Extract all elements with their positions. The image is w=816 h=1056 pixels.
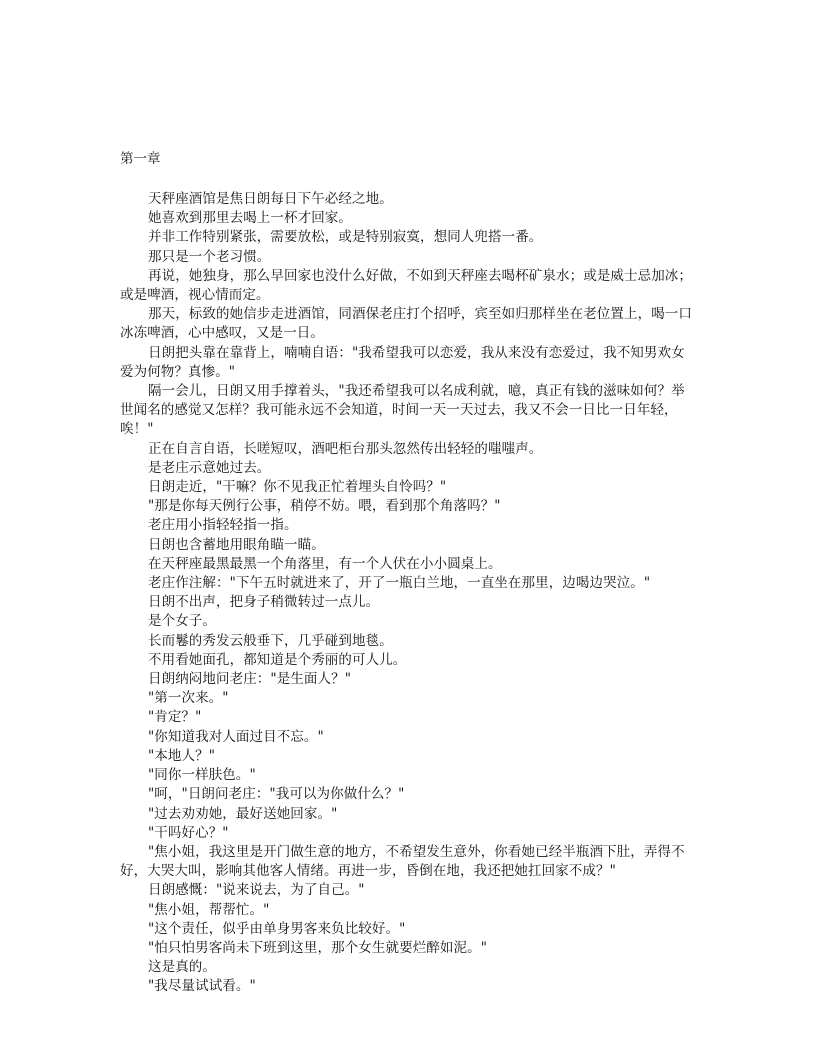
paragraph: 正在自言自语，长嗟短叹，酒吧柜台那头忽然传出轻轻的嗤嗤声。: [148, 440, 543, 457]
paragraph: "我尽量试试看。": [148, 978, 256, 995]
paragraph: "这个责任，似乎由单身男客来负比较好。": [148, 920, 406, 937]
paragraph: 长而鬈的秀发云般垂下，几乎碰到地毯。: [148, 632, 393, 649]
paragraph: "过去劝劝她，最好送她回家。": [148, 805, 338, 822]
paragraph: 在天秤座最黑最黑一个角落里，有一个人伏在小小圆桌上。: [148, 555, 502, 572]
paragraph: 她喜欢到那里去喝上一杯才回家。: [148, 210, 352, 227]
paragraph: 这是真的。: [148, 959, 216, 976]
paragraph: 再说，她独身，那么早回家也没什么好做，不如到天秤座去喝杯矿泉水；或是威士忌加冰；或是啤酒，视心情而定。: [120, 267, 692, 304]
paragraph: 那只是一个老习惯。: [148, 248, 271, 265]
paragraph: 日朗不出声，把身子稍微转过一点儿。: [148, 594, 380, 611]
paragraph: "焦小姐，我这里是开门做生意的地方，不希望发生意外，你看她已经半瓶酒下肚，弄得不好，大哭大叫，影响其他客人情绪。再进一步，昏倒在地，我还把她扛回家不成？": [120, 843, 685, 880]
body-text: [120, 190, 698, 997]
paragraph: 隔一会儿，日朗又用手撑着头，"我还希望我可以名成利就，噫，真正有钱的滋味如何？举世闻名的感觉又怎样？我可能永远不会知道，时间一天一天过去，我又不会一日比一日年轻，唉！": [120, 383, 685, 438]
paragraph: "同你一样肤色。": [148, 767, 256, 784]
paragraph: 日朗把头靠在靠背上，喃喃自语："我希望我可以恋爱，我从来没有恋爱过，我不知男欢女爱为何物？真惨。": [120, 344, 685, 380]
paragraph: 日朗也含蓄地用眼角瞄一瞄。: [148, 536, 325, 553]
paragraph: 日朗走近，"干嘛？你不见我正忙着埋头自怜吗？": [148, 479, 447, 496]
paragraph: "焦小姐，帮帮忙。": [148, 901, 270, 918]
paragraph: "肯定？": [148, 709, 202, 726]
paragraph: "那是你每天例行公事，稍停不妨。喂，看到那个角落吗？": [148, 498, 501, 515]
paragraph: "第一次来。": [148, 690, 229, 707]
chapter-title: 第一章: [120, 151, 161, 167]
paragraph: 天秤座酒馆是焦日朗每日下午必经之地。: [148, 191, 393, 207]
paragraph: 老庄作注解："下午五时就进来了，开了一瓶白兰地，一直坐在那里，边喝边哭泣。": [148, 575, 651, 592]
paragraph: 并非工作特别紧张，需要放松，或是特别寂寞，想同人兜搭一番。: [148, 229, 543, 246]
paragraph: "呵，"日朗问老庄："我可以为你做什么？": [148, 786, 405, 803]
paragraph: 老庄用小指轻轻指一指。: [148, 517, 298, 534]
paragraph: 日朗感慨："说来说去，为了自己。": [148, 882, 365, 899]
paragraph: "怕只怕男客尚未下班到这里，那个女生就要烂醉如泥。": [148, 939, 488, 956]
paragraph: "干吗好心？": [148, 824, 229, 841]
paragraph: "本地人？": [148, 747, 216, 764]
paragraph: 是个女子。: [148, 613, 216, 630]
paragraph: 是老庄示意她过去。: [148, 459, 271, 476]
paragraph: 不用看她面孔，都知道是个秀丽的可人儿。: [148, 651, 407, 668]
paragraph: 日朗纳闷地问老庄："是生面人？": [148, 671, 352, 688]
paragraph: "你知道我对人面过目不忘。": [148, 728, 324, 745]
paragraph: 那天，标致的她信步走进酒馆，同酒保老庄打个招呼，宾至如归那样坐在老位置上，喝一口冰冻啤酒，心中感叹，又是一日。: [120, 306, 692, 342]
